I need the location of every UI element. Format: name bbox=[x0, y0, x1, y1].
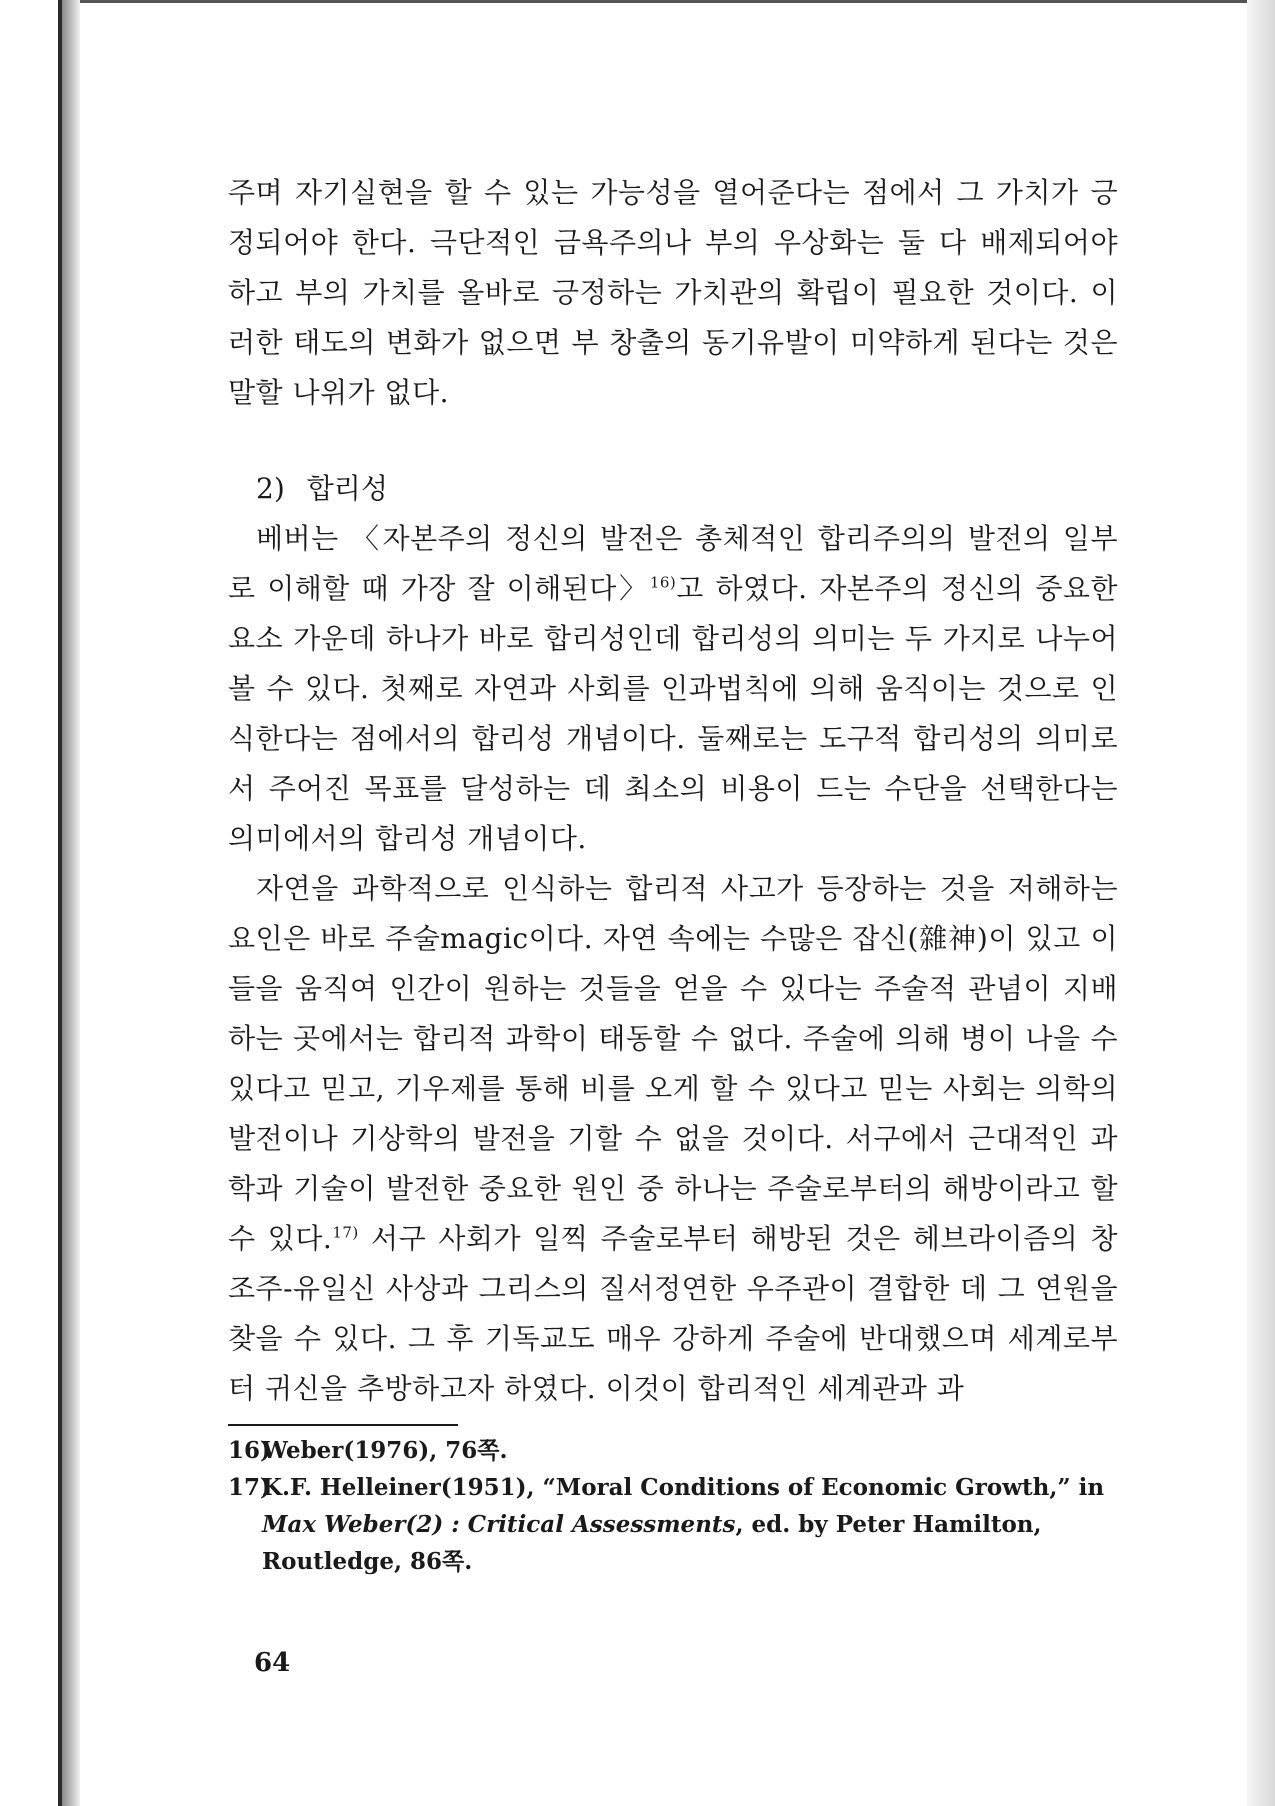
footnote-17-book-title: Max Weber(2) : Critical Assessments bbox=[262, 1511, 736, 1538]
footnote-16-number: 16) bbox=[228, 1437, 271, 1464]
footnote-17 bbox=[228, 1469, 1118, 1580]
page-top-edge bbox=[58, 0, 1258, 3]
paragraph-1: 주며 자기실현을 할 수 있는 가능성을 열어준다는 점에서 그 가치가 긍정되어야 한다. 극단적인 금욕주의나 부의 우상화는 둘 다 배제되어야 하고 부의 가치를 올바로 긍정하는 가치관의 확립이 필요한 것이다. 이러한 태도의 변화가 없으면 부 창출의 동기유발이 미약하게 된다는 것은 말할 나위가 없다. bbox=[228, 176, 1118, 409]
paragraph-2-text-a: 베버는 〈자본주의 정신의 발전은 총체적인 합리주의의 발전의 일부로 이해할 때 가장 잘 이해된다〉 bbox=[228, 522, 1118, 605]
footnote-ref-16: 16) bbox=[649, 573, 677, 592]
paragraph-3-text-a: 자연을 과학적으로 인식하는 합리적 사고가 등장하는 것을 저해하는 요인은 바로 주술magic이다. 자연 속에는 수많은 잡신(雜神)이 있고 이들을 움직여 인간이 원하는 것들을 얻을 수 있다는 주술적 관념이 지배하는 곳에서는 합리적 과학이 태동할 수 없다. 주술에 의해 병이 나을 수 있다고 믿고, 기우제를 통해 비를 오게 할 수 있다고 믿는 사회는 의학의 발전이나 기상학의 발전을 기할 수 없을 것이다. 서구에서 근대적인 과학과 기술이 발전한 중요한 원인 중 하나는 주술로부터의 해방이라고 할 수 있다. bbox=[228, 872, 1118, 1255]
footnote-17-text-b: , ed. by Peter Hamilton, Routledge, 86쪽. bbox=[262, 1511, 1042, 1575]
section-title: 합리성 bbox=[306, 472, 388, 505]
paragraph-2-text-b: 고 하였다. 자본주의 정신의 중요한 요소 가운데 하나가 바로 합리성인데 합리성의 의미는 두 가지로 나누어볼 수 있다. 첫째로 자연과 사회를 인과법칙에 의해 움직이는 것으로 인식한다는 점에서의 합리성 개념이다. 둘째로는 도구적 합리성의 의미로서 주어진 목표를 달성하는 데 최소의 비용이 드는 수단을 선택한다는 의미에서의 합리성 개념이다. bbox=[228, 572, 1118, 855]
paragraph-3 bbox=[228, 864, 1118, 1414]
footnote-16-text: Weber(1976), 76쪽. bbox=[262, 1437, 508, 1464]
footnote-divider bbox=[228, 1424, 458, 1426]
section-number: 2) bbox=[256, 472, 285, 505]
page-spine-shadow bbox=[62, 0, 80, 1806]
paragraph-3-text-b: 서구 사회가 일찍 주술로부터 해방된 것은 헤브라이즘의 창조주-유일신 사상과 그리스의 질서정연한 우주관이 결합한 데 그 연원을 찾을 수 있다. 그 후 기독교도 매우 강하게 주술에 반대했으며 세계로부터 귀신을 추방하고자 하였다. 이것이 합리적인 세계관과 과 bbox=[228, 1222, 1118, 1405]
section-heading bbox=[228, 464, 1118, 514]
footnote-ref-17: 17) bbox=[332, 1223, 359, 1242]
footnote-17-text-a: K.F. Helleiner(1951), “Moral Conditions of Economic Growth,” in bbox=[262, 1474, 1105, 1501]
footnote-17-number: 17) bbox=[228, 1474, 271, 1501]
paragraph-2 bbox=[228, 514, 1118, 864]
page-right-edge bbox=[1247, 0, 1275, 1806]
footnote-16 bbox=[228, 1432, 1118, 1469]
page-content bbox=[228, 168, 1118, 1580]
page-number: 64 bbox=[254, 1648, 291, 1678]
